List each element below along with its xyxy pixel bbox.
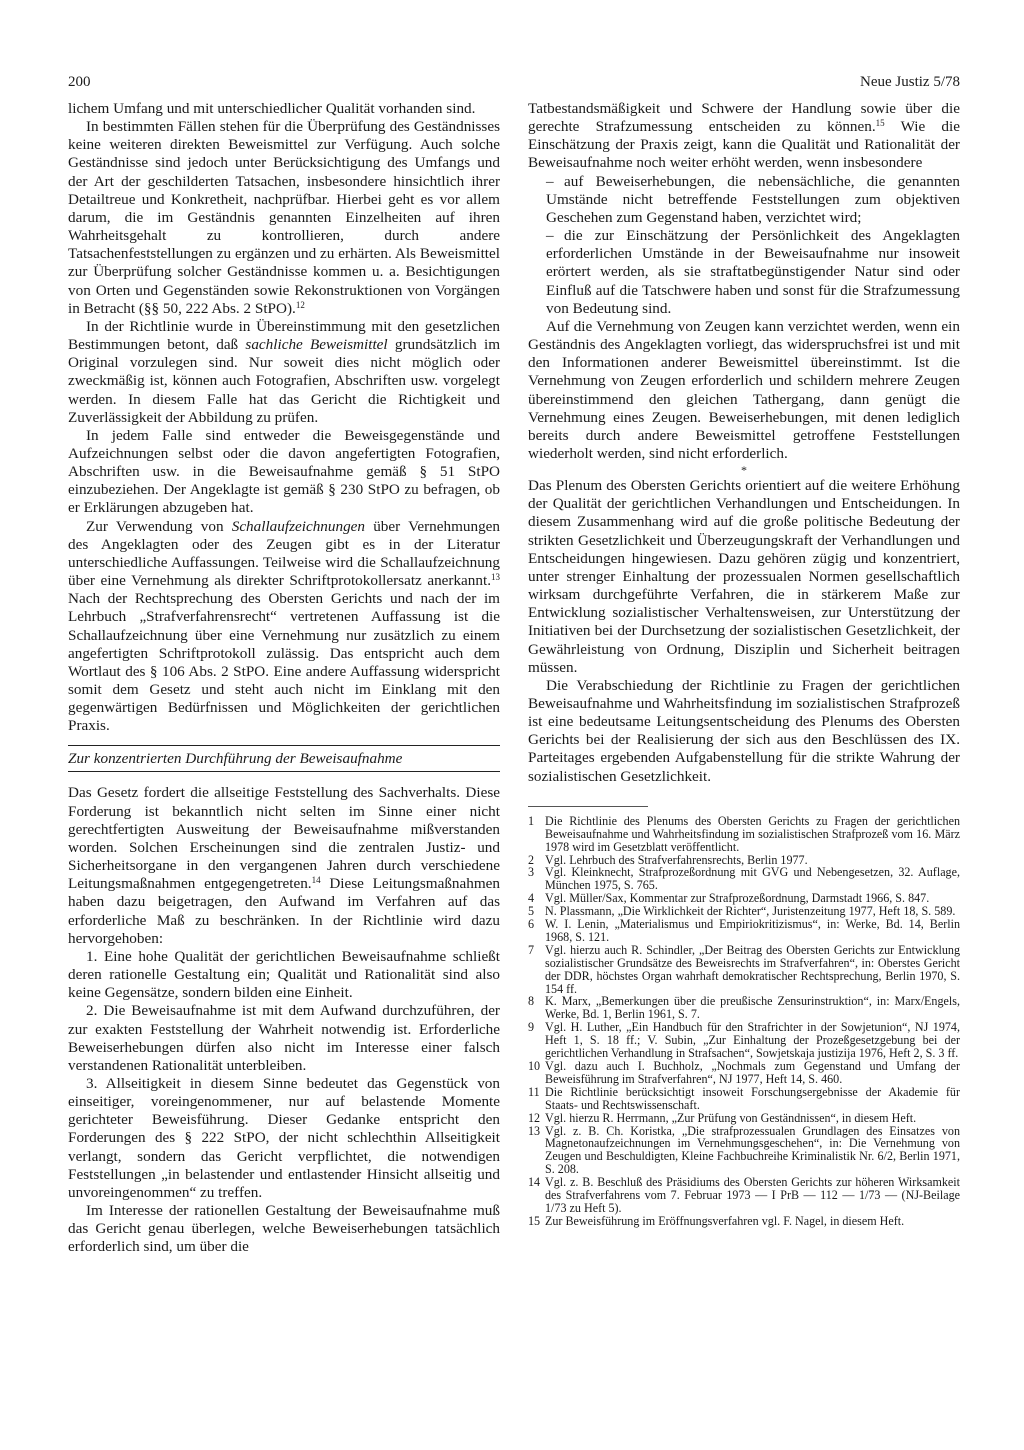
right-column: [528, 100, 960, 1228]
emphasis: sachliche Beweismittel: [245, 336, 388, 354]
footnote: 10 Vgl. dazu auch I. Buchholz, „Nochmals zum Gegenstand und Umfang der Beweisführung im Strafverfahren“, NJ 1977, Heft 14, S. 460.: [528, 1059, 960, 1086]
emphasis: Schallaufzeichnungen: [231, 517, 366, 535]
footnote: 8 K. Marx, „Bemerkungen über die preußische Zensurinstruktion“, in: Marx/Engels, Werke, Bd. 1, Berlin 1961, S. 7.: [528, 994, 960, 1022]
footnote-ref: 15: [875, 118, 885, 129]
paragraph: In jedem Falle sind entweder die Beweisgegenstände und Aufzeichnungen selbst oder die davon angefertigten Fotografien, Abschriften usw. in die Beweisaufnahme gemäß § 51 StPO einzubeziehen. Der Angeklagte ist gemäß § 230 StPO zu befragen, ob er Erklärungen abzugeben hat.: [68, 426, 500, 517]
footnote: 11 Die Richtlinie berücksichtigt insoweit Forschungsergebnisse der Akademie für Staats- und Rechtswissenschaft.: [528, 1084, 960, 1112]
paragraph: Auf die Vernehmung von Zeugen kann verzichtet werden, wenn ein Geständnis des Angeklagten vorliegt, das widerspruchsfrei ist und mit den Informationen anderer Beweismittel übereinstimmt. Ist die Vernehmung von Zeugen erforderlich und schildern mehrere Zeugen übereinstimmend den gleichen Tathergang, dann genügt die Vernehmung eines Zeugen. Beweiserhebungen, mit denen lediglich bereits durch andere Beweismittel getroffene Feststellungen wiederholt werden, sind nicht erforderlich.: [528, 317, 960, 462]
paragraph: Die Verabschiedung der Richtlinie zu Fragen der gerichtlichen Beweisaufnahme und Wahrheitsfindung im sozialistischen Strafprozeß ist eine bedeutsame Leitungsentscheidung des Plenums des Obersten Gerichts bei der Realisierung der sich aus den Beschlüssen des IX. Parteitages ergebenden Aufgabenstellung für die strikte Wahrung der sozialistischen Gesetzlichkeit.: [528, 676, 960, 785]
page-header: [68, 72, 960, 92]
footnote: 13 Vgl. z. B. Ch. Koristka, „Die strafprozessualen Grundlagen des Einsatzes von Magnetonaufzeichnungen im Vernehmungsgeschehen“, in: Die Vernehmung von Zeugen und Beschuldigten, Kleine Fachbuchreihe Kriminalistik Nr. 6/2, Berlin 1971, S. 208.: [528, 1123, 960, 1177]
dash-list-item: – die zur Einschätzung der Persönlichkeit des Angeklagten erforderlichen Umstände in der Beweisaufnahme nur insoweit erörtert werden, als sie straftatbegünstigender Natur sind oder Einfluß auf die Tatschwere haben und sonst für die Strafzumessung von Bedeutung sind.: [546, 227, 960, 317]
paragraph: lichem Umfang und mit unterschiedlicher Qualität vorhanden sind.: [68, 100, 476, 117]
dash-list-item: – auf Beweiserhebungen, die nebensächliche, die genannten Umstände nicht betreffende Feststellungen zum objektiven Geschehen zum Gegenstand haben, verzichtet wird;: [546, 172, 960, 226]
footnote-ref: 13: [491, 572, 500, 583]
footnote: 2 Vgl. Lehrbuch des Strafverfahrensrechts, Berlin 1977.: [528, 852, 808, 867]
page-number: 200: [68, 74, 91, 90]
paragraph: Das Plenum des Obersten Gerichts orientiert auf die weitere Erhöhung der Qualität der gerichtlichen Verhandlungen und Entscheidungen. In diesem Zusammenhang wird auf die große politische Bedeutung der strikten Gesetzlichkeit und Überzeugungskraft der Verhandlungen und Entscheidungen hingewiesen. Dazu gehören zügig und konzentriert, unter strenger Einhaltung der prozessualen Normen gesellschaftlich wirksam durchgeführte Verfahren, die in stärkerem Maße zur Entwicklung sozialistischer Verhaltensweisen, zur Unterstützung der Initiativen bei der Durchsetzung der sozialistischen Gesetzlichkeit, der Gewährleistung von Ordnung, Disziplin und Sicherheit beitragen müssen.: [528, 477, 960, 676]
footnote: 3 Vgl. Kleinknecht, Strafprozeßordnung mit GVG und Nebengesetzen, 32. Auflage, München 1975, S. 765.: [528, 865, 960, 893]
footnote: 12 Vgl. hierzu R. Herrmann, „Zur Prüfung von Geständnissen“, in diesem Heft.: [528, 1110, 917, 1125]
paragraph: Das Gesetz fordert die allseitige Feststellung des Sachverhalts. Diese Forderung ist bekanntlich nicht selten im Sinne einer nicht gerechtfertigten Ausweitung der Beweisaufnahme mißverstanden worden. Solchen Erscheinungen sind die zentralen Justiz- und Sicherheitsorgane in den vergangenen Jahren durch verschiedene Leitungsmaßnahmen entgegengetreten.$^{14}$ Diese Leitungsmaßnahmen haben dazu beigetragen, den Aufwand im Verfahren auf das erforderliche Maß zu beschränken. In der Richtlinie wird dazu hervorgehoben:: [68, 784, 500, 947]
numbered-paragraph: 3. Allseitigkeit in diesem Sinne bedeutet das Gegenstück von einseitiger, voreingenommener, nur auf belastende Momente gerichteter Beweisführung. Dieser Gedanke entspricht den Forderungen des § 222 StPO, der nicht schlechthin Allseitigkeit verlangt, sondern das Gericht verpflichtet, die notwendigen Feststellungen „in belastender und entlastender Hinsicht allseitig und unvoreingenommen“ zu treffen.: [68, 1074, 500, 1201]
footnote: 5 N. Plassmann, „Die Wirklichkeit der Richter“, Juristenzeitung 1977, Heft 18, S. 589.: [528, 904, 956, 919]
footnote: 9 Vgl. H. Luther, „Ein Handbuch für den Strafrichter in der Sowjetunion“, NJ 1974, Heft 1, S. 18 ff.; V. Subin, „Zur Einhaltung der Prozeßgesetzgebung bei der gerichtlichen Verhandlung in Strafsachen“, Sowjetskaja justizija 1976, Heft 2, S. 3 ff.: [528, 1020, 960, 1061]
section-heading: Zur konzentrierten Durchführung der Beweisaufnahme: [68, 745, 500, 772]
paragraph: Tatbestandsmäßigkeit und Schwere der Handlung sowie über die gerechte Strafzumessung entscheiden zu können.$^{15}$ Wie die Einschätzung der Praxis zeigt, kann die Qualität und Rationalität der Beweisaufnahme noch weiter erhöht werden, wenn insbesondere: [528, 100, 960, 172]
footnotes: [528, 815, 960, 1228]
footnote-divider: [528, 806, 648, 807]
paragraph: Im Interesse der rationellen Gestaltung der Beweisaufnahme muß das Gericht genau überlegen, welche Beweiserhebungen tatsächlich erforderlich sind, um über die: [68, 1202, 500, 1256]
numbered-paragraph: 1. Eine hohe Qualität der gerichtlichen Beweisaufnahme schließt deren rationelle Gestaltung ein; Qualität und Rationalität sind also keine Gegensätze, sondern bilden eine Einheit.: [68, 947, 500, 1002]
footnote: 6 W. I. Lenin, „Materialismus und Empiriokritizismus“, in: Werke, Bd. 14, Berlin 1968, S. 121.: [528, 917, 960, 944]
paragraph: In bestimmten Fällen stehen für die Überprüfung des Geständnisses keine weiteren direkten Beweismittel zur Verfügung. Auch solche Geständnisse sind jedoch unter Berücksichtigung des Umfangs und der Art der geschilderten Tatsachen, insbesondere hinsichtlich ihrer Detailtreue und Konkretheit, nachprüfbar. Hierbei geht es vor allem darum, die im Geständnis genannten Einzelheiten auf ihren Wahrheitsgehalt zu kontrollieren, durch andere Tatsachenfeststellungen zu ergänzen und zu erhärten. Als Beweismittel zur Überprüfung solcher Geständnisse kommen u. a. Besichtigungen von Orten und Gegenständen sowie Rekonstruktionen von Vorgängen in Betracht (§§ 50, 222 Abs. 2 StPO).$^{12}$: [68, 118, 500, 317]
section-separator: *: [741, 463, 747, 478]
paragraph: In der Richtlinie wurde in Übereinstimmung mit den gesetzlichen Bestimmungen betont, daß sachliche Beweismittel grundsätzlich im Original vorzulegen sind. Nur soweit dies nicht möglich oder zweckmäßig ist, können auch Fotografien, Abschriften usw. vorgelegt werden. In diesem Falle hat das Gericht die Richtigkeit und Zuverlässigkeit der Abbildung zu prüfen.: [68, 317, 501, 426]
paragraph: Zur Verwendung von Schallaufzeichnungen über Vernehmungen des Angeklagten oder des Zeugen gibt es in der Literatur unterschiedliche Auffassungen. Teilweise wird die Schallaufzeichnung über eine Vernehmung als direkter Schriftprotokollersatz anerkannt.$^{13}$ Nach der Rechtsprechung des Obersten Gerichts und nach der im Lehrbuch „Strafverfahrensrecht“ vertretenen Auffassung ist die Schallaufzeichnung über eine Vernehmung nur zusätzlich zu einem angefertigten Schriftprotokoll zulässig. Das entspricht auch dem Wortlaut des § 106 Abs. 2 StPO. Eine andere Auffassung widerspricht somit dem Gesetz und steht auch nicht im Einklang mit den gegenwärtigen Bedürfnissen und Möglichkeiten der gerichtlichen Praxis.: [68, 517, 501, 735]
footnote-ref: 12: [295, 299, 305, 310]
footnote: 14 Vgl. z. B. Beschluß des Präsidiums des Obersten Gerichts zur höheren Wirksamkeit des Strafverfahrens vom 7. Februar 1973 — I PrB — 112 — 1/73 — (NJ-Beilage 1/73 zu Heft 5).: [528, 1175, 960, 1215]
footnote-ref: 14: [311, 875, 321, 886]
journal-title: Neue Justiz 5/78: [860, 74, 960, 90]
footnote: 1 Die Richtlinie des Plenums des Obersten Gerichts zu Fragen der gerichtlichen Beweisaufnahme und Wahrheitsfindung im sozialistischen Strafprozeß vom 16. März 1978 wird im Gesetzblatt veröffentlicht.: [528, 813, 960, 854]
footnote: 7 Vgl. hierzu auch R. Schindler, „Der Beitrag des Obersten Gerichts zur Entwicklung sozialistischer Grundsätze des Beweisrechts im Strafverfahren“, in: Oberstes Gericht der DDR, höchstes Organ wahrhaft demokratischer Rechtsprechung, Berlin 1970, S. 154 ff.: [528, 942, 960, 996]
left-column: [68, 100, 500, 1257]
numbered-paragraph: 2. Die Beweisaufnahme ist mit dem Aufwand durchzuführen, der zur exakten Feststellung der Wahrheit notwendig ist. Erforderliche Beweiserhebungen dürfen also nicht im Interesse einer falsch verstandenen Rationalität unterbleiben.: [68, 1002, 500, 1074]
footnote: 15 Zur Beweisführung im Eröffnungsverfahren vgl. F. Nagel, in diesem Heft.: [528, 1213, 905, 1228]
footnote: 4 Vgl. Müller/Sax, Kommentar zur Strafprozeßordnung, Darmstadt 1966, S. 847.: [528, 891, 930, 906]
